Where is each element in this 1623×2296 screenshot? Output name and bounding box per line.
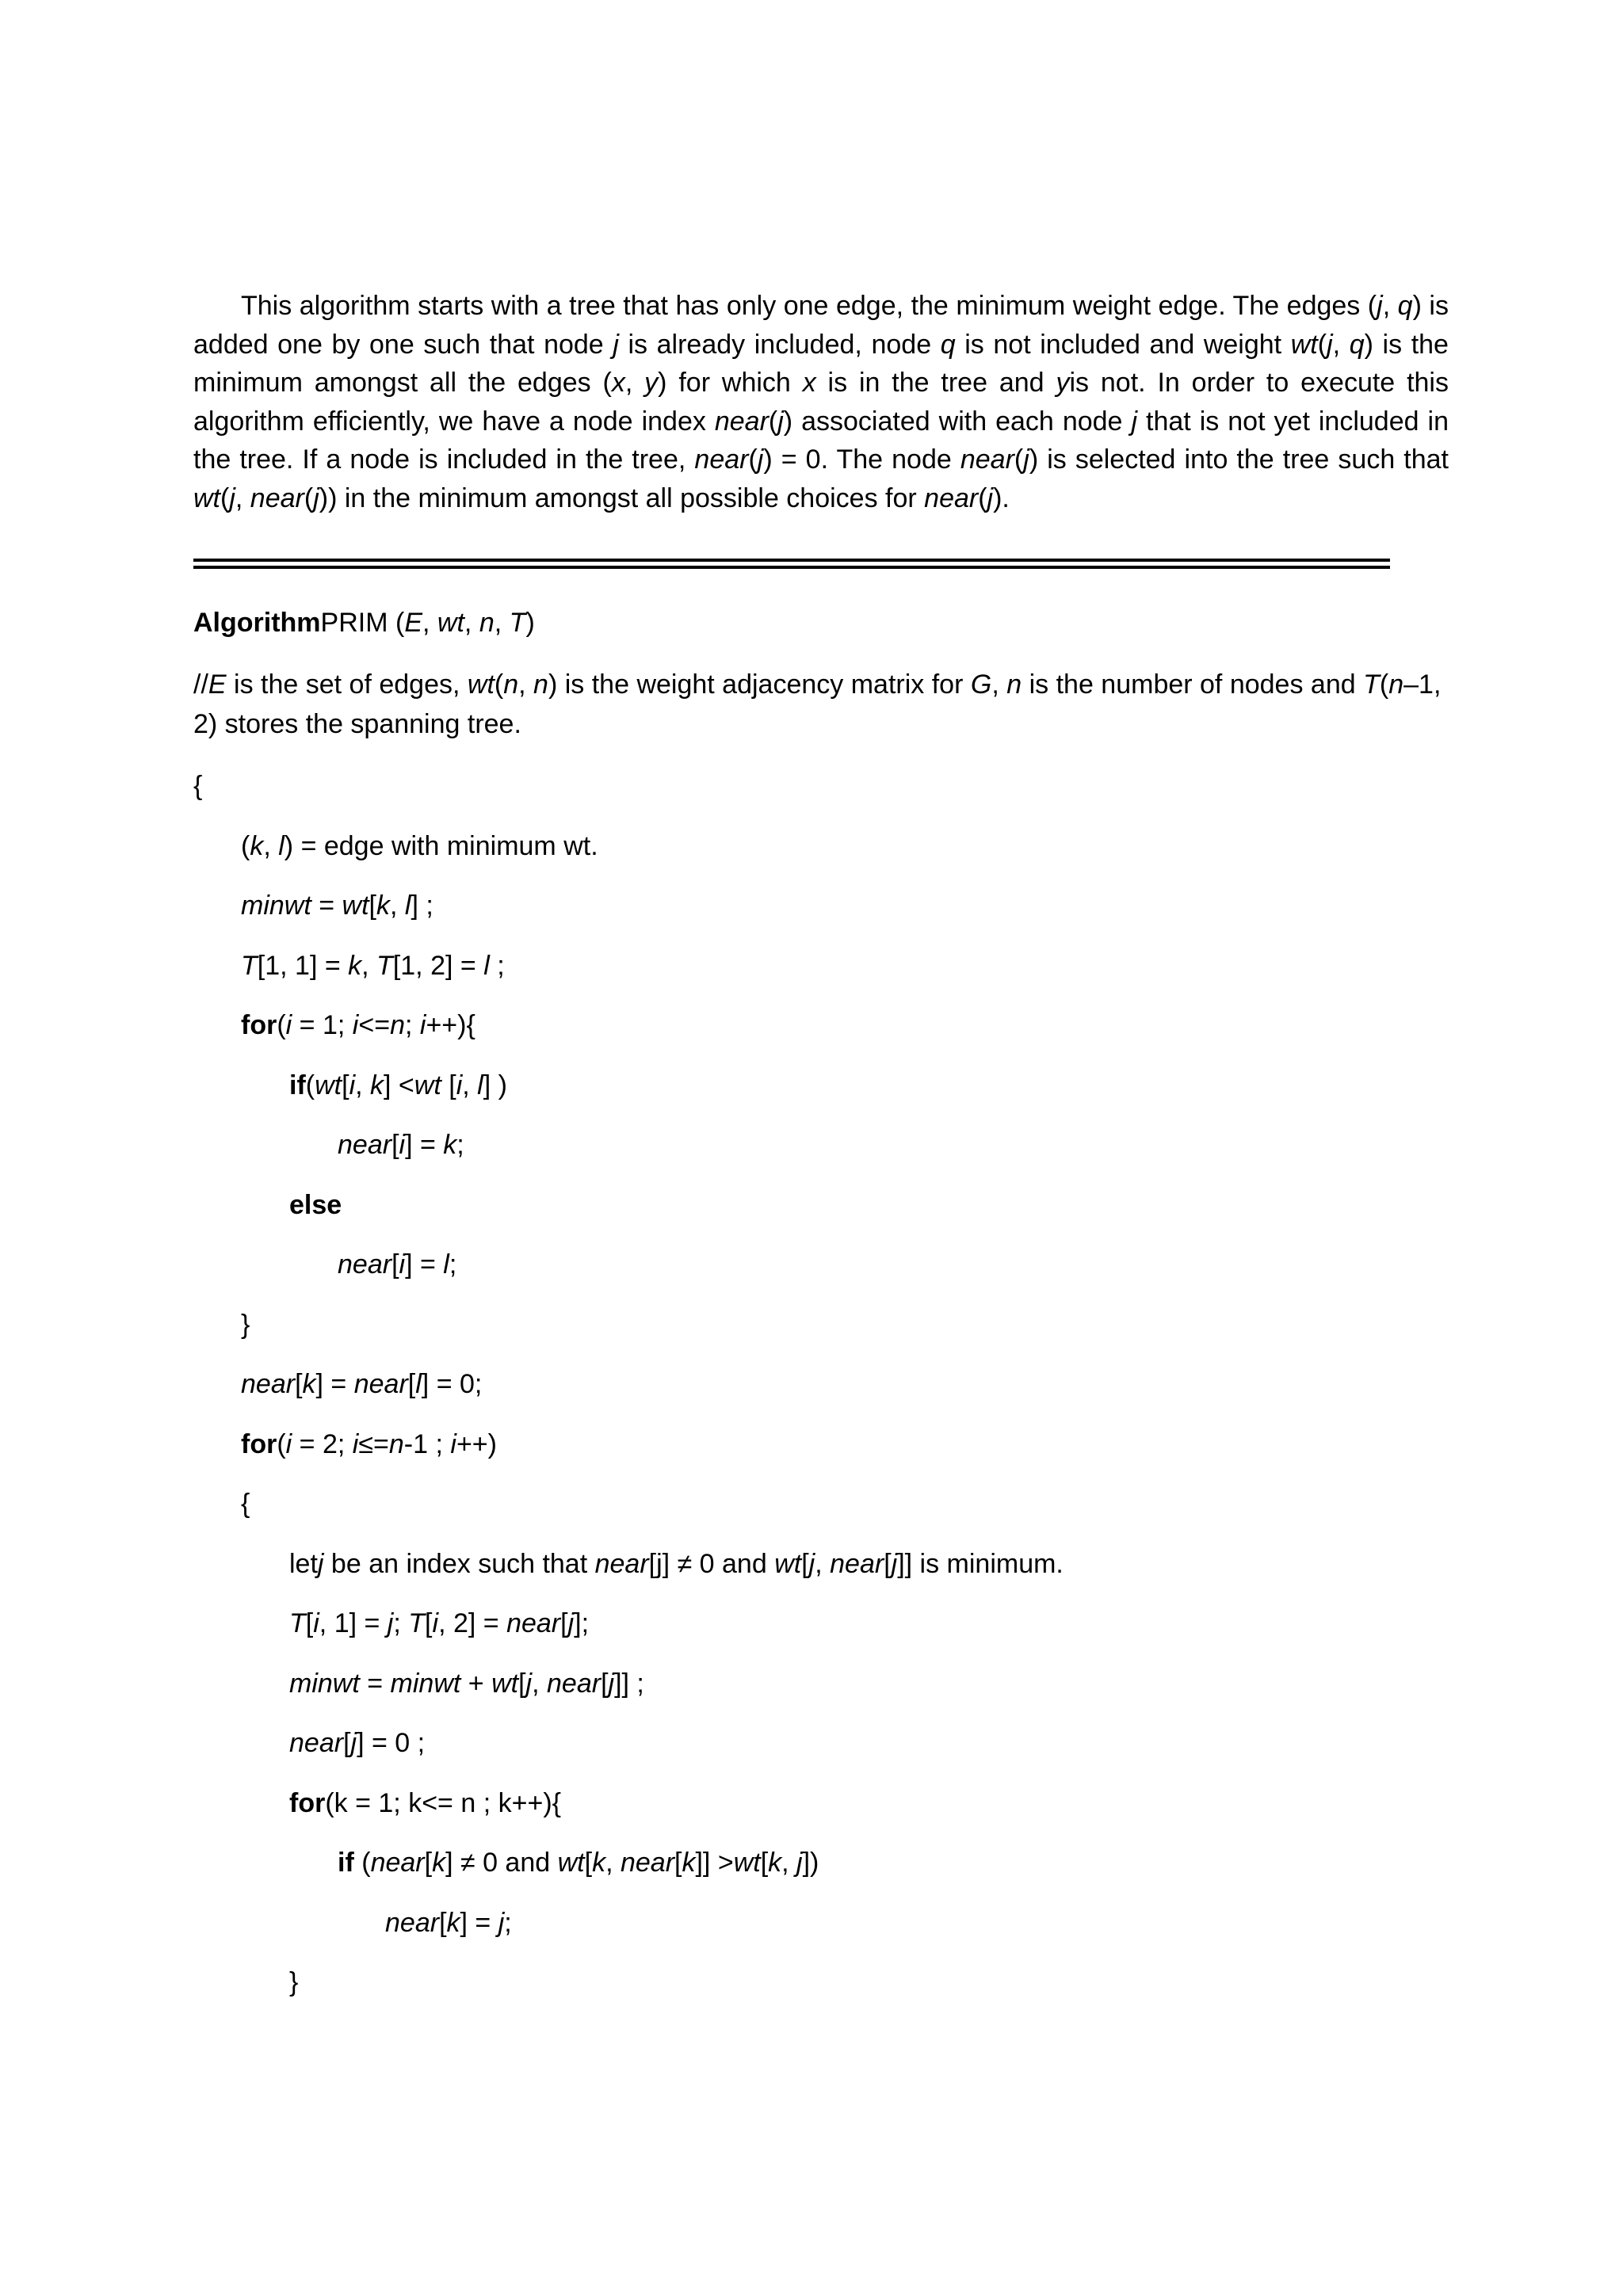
text-run: [: [601, 1669, 609, 1699]
code-line: [241, 1367, 482, 1402]
text-run: is the set of edges,: [226, 669, 468, 700]
text-run: {: [241, 1489, 250, 1519]
text-run: near: [830, 1549, 884, 1579]
text-run: –1, 2) stores the spanning tree.: [193, 669, 1442, 739]
text-run: ,: [390, 891, 405, 921]
text-run: k: [682, 1848, 696, 1878]
text-run: ,: [1332, 329, 1350, 360]
code-line: [338, 1845, 819, 1880]
text-run: , 2] =: [438, 1608, 507, 1638]
text-run: ;: [456, 1130, 464, 1160]
text-run: i: [419, 1010, 426, 1040]
text-run: =: [373, 1429, 389, 1459]
text-run: i: [352, 1429, 359, 1459]
text-run: j: [229, 482, 235, 513]
text-run: [: [884, 1549, 892, 1579]
text-run: be an index such that: [323, 1549, 595, 1579]
code-line: [289, 1786, 561, 1821]
text-run: [: [391, 1130, 399, 1160]
text-run: ) = 0. The node: [763, 444, 960, 475]
text-run: ]] >: [695, 1848, 734, 1878]
text-run: ,: [361, 951, 377, 981]
text-run: l: [415, 1369, 422, 1399]
text-run: j: [613, 329, 619, 360]
text-run: (: [304, 482, 314, 513]
text-run: ];: [574, 1608, 590, 1638]
text-run: ) for which: [658, 368, 803, 399]
text-run: j: [891, 1549, 898, 1579]
text-run: (: [305, 1070, 315, 1100]
text-run: wt: [315, 1070, 342, 1100]
text-run: [: [760, 1848, 769, 1878]
text-run: [: [424, 1848, 433, 1878]
text-run: i: [450, 1429, 456, 1459]
text-run: ]] is minimum.: [897, 1549, 1064, 1579]
algorithm-comment: [193, 665, 1449, 744]
rule-line-bottom: [193, 566, 1390, 569]
text-run: }: [241, 1310, 250, 1340]
text-run: [: [342, 1070, 349, 1100]
text-run: (: [748, 444, 758, 475]
text-run: that is not yet included in the tree. If a node is included in the tree,: [193, 406, 1449, 475]
text-run: n: [1388, 669, 1404, 700]
text-run: wt: [467, 669, 495, 700]
text-run: j: [1377, 291, 1383, 321]
code-line: [289, 1068, 507, 1103]
text-run: j: [317, 1549, 324, 1579]
text-run: ,: [422, 608, 437, 638]
text-run: (: [1014, 444, 1024, 475]
text-run: k: [432, 1848, 446, 1878]
text-run: ,: [263, 831, 279, 861]
text-run: [: [439, 1908, 447, 1938]
text-run: k: [443, 1130, 457, 1160]
text-run: ) is added one by one such that node: [193, 291, 1449, 360]
text-run: [: [295, 1369, 303, 1399]
algorithm-param: T: [509, 608, 526, 638]
rule-line-top: [193, 559, 1390, 562]
keyword-for: for: [289, 1788, 326, 1818]
text-run: j: [987, 482, 994, 513]
text-run: is not included and weight: [955, 329, 1291, 360]
text-run: [: [560, 1608, 568, 1638]
text-run: }: [289, 1967, 299, 1997]
text-run: ): [525, 608, 535, 638]
text-run: ,: [624, 368, 645, 399]
text-run: n: [503, 669, 519, 700]
code-line: [241, 829, 598, 864]
text-run: (: [277, 1010, 286, 1040]
text-run: minwt: [241, 891, 311, 921]
text-run: T: [408, 1608, 426, 1638]
text-run: i: [399, 1249, 406, 1280]
text-run: ] =: [460, 1908, 498, 1938]
text-run: let: [289, 1549, 318, 1579]
text-run: ,: [235, 482, 250, 513]
text-run: ,: [355, 1070, 371, 1100]
text-run: j: [525, 1669, 533, 1699]
algorithm-keyword: Algorithm: [193, 608, 321, 638]
text-run: ] =: [315, 1369, 354, 1399]
text-run: x: [611, 368, 625, 399]
text-run: near: [620, 1848, 675, 1878]
text-run: j: [1023, 444, 1029, 475]
text-run: wt: [733, 1848, 761, 1878]
text-run: ,: [991, 669, 1007, 700]
text-run: wt: [557, 1848, 585, 1878]
algorithm-heading: [193, 605, 535, 640]
text-run: [: [801, 1549, 809, 1579]
text-run: is already included, node: [618, 329, 941, 360]
text-run: wt: [774, 1549, 802, 1579]
text-run: [: [407, 1369, 416, 1399]
text-run: ,: [781, 1848, 797, 1878]
text-run: T: [241, 951, 258, 981]
text-run: near: [594, 1549, 649, 1579]
text-run: j: [808, 1549, 815, 1579]
text-run: (: [220, 482, 230, 513]
text-run: near: [353, 1369, 408, 1399]
text-run: = 2;: [292, 1429, 353, 1459]
text-run: i: [285, 1010, 292, 1040]
text-run: (: [768, 406, 778, 437]
text-run: ] <: [384, 1070, 414, 1100]
text-run: wt: [193, 482, 220, 513]
text-run: ] ): [483, 1070, 507, 1100]
text-run: is in the tree and: [815, 368, 1056, 399]
text-run: (: [277, 1429, 286, 1459]
text-run: wt: [342, 891, 369, 921]
text-run: ;: [449, 1249, 457, 1280]
code-line: [241, 1008, 475, 1043]
text-run: near: [250, 482, 304, 513]
text-run: (: [241, 831, 250, 861]
text-run: j: [567, 1608, 575, 1638]
code-line: [338, 1247, 456, 1282]
text-run: (: [353, 1848, 371, 1878]
text-run: ] = 0 ;: [357, 1728, 426, 1758]
text-run: i: [285, 1429, 292, 1459]
text-run: ,: [462, 1070, 478, 1100]
text-run: [: [305, 1608, 314, 1638]
text-run: ) associated with each node: [783, 406, 1132, 437]
code-open-brace: [193, 769, 202, 803]
text-run: near: [506, 1608, 561, 1638]
text-run: i: [352, 1010, 359, 1040]
text-run: ,: [464, 608, 479, 638]
text-run: near: [370, 1848, 425, 1878]
code-line: [289, 1666, 644, 1701]
text-run: [1, 2] =: [392, 951, 484, 981]
text-run: [: [441, 1070, 456, 1100]
text-run: [: [584, 1848, 593, 1878]
text-run: [: [425, 1608, 433, 1638]
text-run: n: [388, 1429, 404, 1459]
text-run: j: [777, 406, 784, 437]
text-run: [j] ≠ 0 and: [648, 1549, 775, 1579]
text-run: q: [940, 329, 956, 360]
text-run: i: [313, 1608, 319, 1638]
text-run: [1, 1] =: [257, 951, 349, 981]
text-run: This algorithm starts with a tree that has only one edge, the minimum weight edge. The edges (: [241, 291, 1377, 321]
text-run: =: [359, 1669, 391, 1699]
text-run: near: [338, 1249, 392, 1280]
text-run: T: [1363, 669, 1380, 700]
text-run: ] = 0;: [421, 1369, 483, 1399]
text-run: ;: [489, 951, 505, 981]
text-run: T: [376, 951, 393, 981]
text-run: ,: [1382, 291, 1398, 321]
text-run: k: [376, 891, 390, 921]
code-line: [241, 1307, 250, 1342]
code-line: [289, 1547, 1064, 1581]
text-run: y: [644, 368, 659, 399]
text-run: ) is the weight adjacency matrix for: [548, 669, 971, 700]
text-run: ).: [993, 482, 1010, 513]
text-run: near: [289, 1728, 344, 1758]
algorithm-param: n: [479, 608, 495, 638]
text-run: j: [313, 482, 319, 513]
text-run: (: [978, 482, 987, 513]
text-run: l: [278, 831, 285, 861]
text-run: near: [547, 1669, 601, 1699]
text-run: y: [1056, 368, 1070, 399]
text-run: [: [674, 1848, 682, 1878]
text-run: (k = 1; k<= n ; k++){: [325, 1788, 561, 1818]
text-run: near: [714, 406, 769, 437]
text-run: i: [349, 1070, 356, 1100]
code-line: [385, 1905, 512, 1940]
text-run: j: [608, 1669, 615, 1699]
text-run: j: [498, 1908, 505, 1938]
text-run: n: [390, 1010, 405, 1040]
text-run: k: [592, 1848, 606, 1878]
text-run: ;: [504, 1908, 512, 1938]
algorithm-param: E: [404, 608, 423, 638]
text-run: j: [757, 444, 764, 475]
code-line: [241, 1486, 250, 1521]
code-line: [241, 888, 433, 923]
text-run: k: [370, 1070, 384, 1100]
text-run: ]] ;: [614, 1669, 644, 1699]
text-run: l: [477, 1070, 483, 1100]
text-run: is not. In order to execute this algorithm efficiently, we have a node index: [193, 368, 1449, 437]
text-run: near: [960, 444, 1014, 475]
text-run: i: [432, 1608, 439, 1638]
algorithm-name: PRIM (: [320, 608, 405, 638]
text-run: ,: [532, 1669, 548, 1699]
text-run: j: [350, 1728, 357, 1758]
text-run: near: [385, 1908, 440, 1938]
text-run: j: [1131, 406, 1138, 437]
text-run: //: [193, 669, 208, 700]
text-run: near: [694, 444, 749, 475]
text-run: ,: [518, 669, 534, 700]
text-run: k: [446, 1908, 460, 1938]
text-run: (: [1317, 329, 1327, 360]
text-run: ,: [494, 608, 510, 638]
text-run: q: [1397, 291, 1413, 321]
code-line: [289, 1606, 589, 1641]
text-run: minwt: [390, 1669, 461, 1699]
keyword-if: if: [338, 1848, 354, 1878]
text-run: k: [250, 831, 264, 861]
code-line: [289, 1188, 342, 1222]
text-run: =: [311, 891, 342, 921]
text-run: , 1] =: [319, 1608, 388, 1638]
text-run: x: [802, 368, 816, 399]
text-run: wt: [1290, 329, 1318, 360]
keyword-for: for: [241, 1010, 277, 1040]
code-line: [289, 1726, 425, 1760]
text-run: k: [768, 1848, 782, 1878]
text-run: )) in the minimum amongst all possible choices for: [319, 482, 925, 513]
text-run: ++){: [426, 1010, 475, 1040]
text-run: T: [289, 1608, 306, 1638]
text-run: ] ;: [411, 891, 433, 921]
text-run: is the number of nodes and: [1022, 669, 1364, 700]
text-run: k: [348, 951, 362, 981]
text-run: [: [518, 1669, 526, 1699]
code-line: [338, 1127, 464, 1162]
text-run: ) is selected into the tree such that: [1029, 444, 1449, 475]
intro-paragraph: [193, 287, 1449, 518]
text-run: j: [387, 1608, 394, 1638]
text-run: ≤: [358, 1429, 374, 1459]
text-run: i: [456, 1070, 463, 1100]
text-run: k: [302, 1369, 316, 1399]
text-run: ] =: [405, 1249, 444, 1280]
text-run: l: [483, 951, 490, 981]
text-run: [: [391, 1249, 399, 1280]
text-run: G: [970, 669, 992, 700]
text-run: ]): [802, 1848, 819, 1878]
text-run: E: [208, 669, 227, 700]
code-line: [289, 1965, 298, 2000]
text-run: near: [924, 482, 979, 513]
text-run: wt: [414, 1070, 441, 1100]
text-run: ;: [404, 1010, 420, 1040]
text-run: i: [399, 1130, 406, 1160]
text-run: ] ≠ 0 and: [445, 1848, 558, 1878]
text-run: near: [241, 1369, 296, 1399]
text-run: j: [1327, 329, 1333, 360]
keyword-for: for: [241, 1429, 277, 1459]
text-run: [: [343, 1728, 351, 1758]
algorithm-param: wt: [437, 608, 464, 638]
text-run: j: [796, 1848, 803, 1878]
text-run: [: [369, 891, 376, 921]
code-line: [241, 1427, 497, 1462]
text-run: ] =: [405, 1130, 444, 1160]
text-run: ++): [456, 1429, 497, 1459]
text-run: <=: [358, 1010, 391, 1040]
text-run: ) is the minimum amongst all the edges (: [193, 329, 1449, 399]
text-run: = 1;: [292, 1010, 353, 1040]
text-run: wt: [491, 1669, 519, 1699]
text-run: +: [460, 1669, 492, 1699]
text-run: (: [1379, 669, 1389, 700]
text-run: (: [494, 669, 504, 700]
text-run: ) = edge with minimum wt.: [284, 831, 598, 861]
text-run: l: [404, 891, 411, 921]
keyword-if: if: [289, 1070, 306, 1100]
text-run: q: [1349, 329, 1365, 360]
text-run: n: [533, 669, 548, 700]
text-run: n: [1006, 669, 1022, 700]
text-run: ;: [393, 1608, 409, 1638]
text-run: {: [193, 771, 203, 801]
text-run: near: [338, 1130, 392, 1160]
code-line: [241, 948, 505, 983]
text-run: -1 ;: [403, 1429, 451, 1459]
keyword-else: else: [289, 1190, 342, 1220]
text-run: ,: [815, 1549, 831, 1579]
text-run: l: [443, 1249, 449, 1280]
text-run: ,: [605, 1848, 621, 1878]
text-run: minwt: [289, 1669, 360, 1699]
double-rule-divider: [193, 559, 1390, 569]
